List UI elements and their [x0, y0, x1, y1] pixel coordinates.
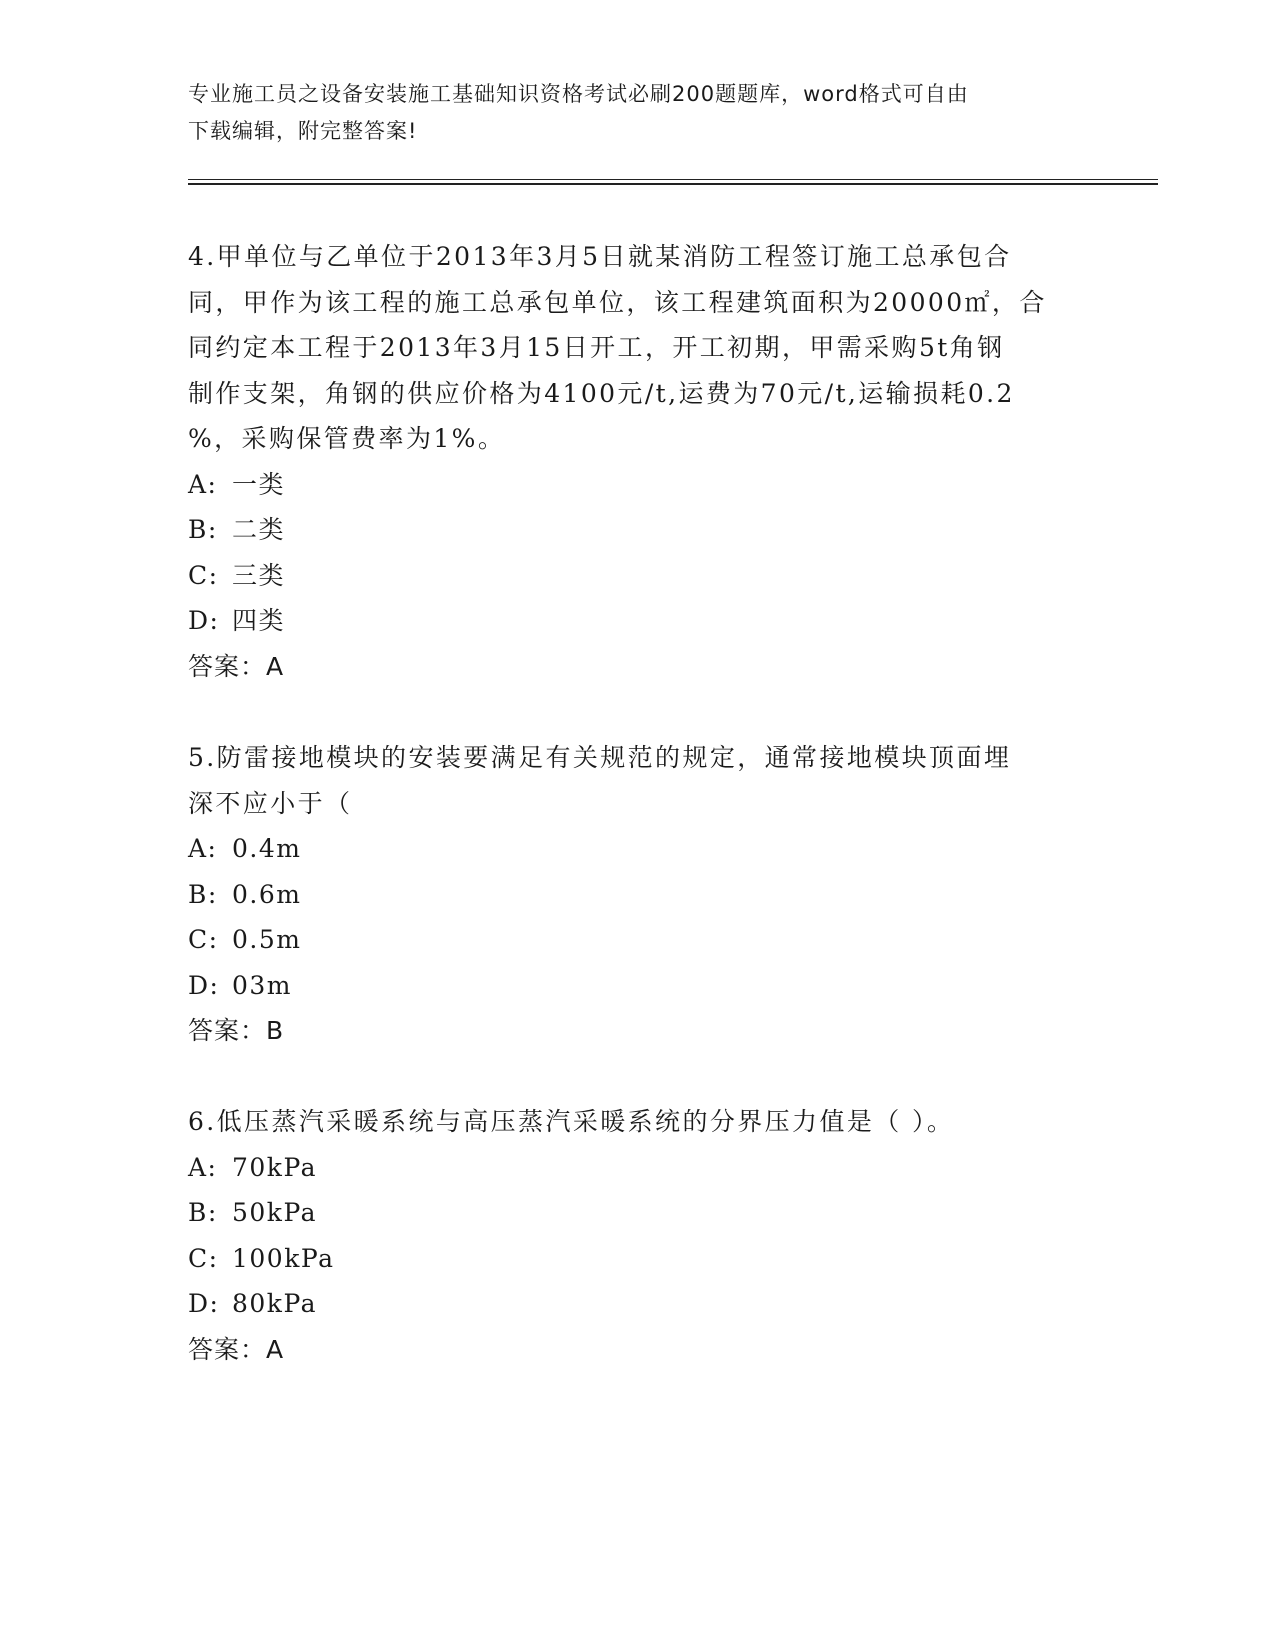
answer: 答案：A [188, 651, 285, 681]
option-text: 四类 [232, 606, 286, 635]
option-label: B: [188, 515, 218, 544]
option-label: A: [188, 469, 218, 499]
option-label: C: [188, 1243, 219, 1273]
option-label: A: [188, 1152, 218, 1182]
option-text: 100kPa [232, 1243, 335, 1273]
option-text: 三类 [232, 560, 286, 590]
option-label: D: [188, 970, 220, 1000]
option-b [188, 1190, 1088, 1236]
option-label: B: [188, 1198, 218, 1227]
question-text [188, 735, 1088, 826]
option-text: 80kPa [232, 1289, 318, 1318]
header-divider-bottom [188, 183, 1158, 185]
answer: 答案：B [188, 1016, 285, 1045]
option-label: D: [188, 1289, 220, 1318]
option-text: 一类 [232, 469, 286, 499]
option-c [188, 553, 1088, 599]
option-label: A: [188, 834, 218, 863]
option-a [188, 826, 1088, 872]
option-label: D: [188, 606, 220, 635]
answer: 答案：A [188, 1334, 285, 1364]
question-line: 4.甲单位与乙单位于2013年3月5日就某消防工程签订施工总承包合 [188, 242, 1012, 271]
header-divider-top [188, 179, 1158, 180]
option-d [188, 963, 1088, 1009]
option-label: C: [188, 560, 219, 590]
question-line: 同约定本工程于2013年3月15日开工，开工初期，甲需采购5t角钢 [188, 333, 1005, 362]
document-header [188, 76, 1088, 150]
question-line: 同，甲作为该工程的施工总承包单位，该工程建筑面积为20000㎡，合 [188, 287, 1047, 317]
option-label: C: [188, 925, 219, 954]
option-a [188, 462, 1088, 508]
option-c [188, 917, 1088, 963]
option-b [188, 507, 1088, 553]
option-c [188, 1236, 1088, 1282]
option-text: 二类 [232, 515, 286, 544]
question-text [188, 234, 1088, 462]
question-line: 深不应小于（ [188, 788, 353, 818]
option-text: 0.4m [232, 834, 302, 863]
question-text [188, 1099, 1088, 1145]
option-text: 03m [232, 970, 293, 1000]
option-text: 0.5m [232, 925, 302, 954]
option-d [188, 598, 1088, 644]
header-line-1: 专业施工员之设备安装施工基础知识资格考试必刷200题题库，word格式可自由 [188, 82, 969, 106]
question-5 [188, 735, 1088, 1054]
option-d [188, 1281, 1088, 1327]
option-text: 70kPa [232, 1152, 318, 1182]
question-4 [188, 234, 1088, 689]
question-6 [188, 1099, 1088, 1372]
option-text: 0.6m [232, 879, 302, 909]
option-label: B: [188, 879, 218, 909]
option-text: 50kPa [232, 1198, 318, 1227]
question-line: 制作支架，角钢的供应价格为4100元/t,运费为70元/t,运输损耗0.2 [188, 378, 1015, 408]
question-line: %，采购保管费率为1%。 [188, 424, 506, 453]
header-line-2: 下载编辑，附完整答案! [188, 119, 418, 143]
question-line: 6.低压蒸汽采暖系统与高压蒸汽采暖系统的分界压力值是（ ）。 [188, 1107, 955, 1136]
question-line: 5.防雷接地模块的安装要满足有关规范的规定，通常接地模块顶面埋 [188, 743, 1012, 772]
option-a [188, 1145, 1088, 1191]
option-b [188, 872, 1088, 918]
